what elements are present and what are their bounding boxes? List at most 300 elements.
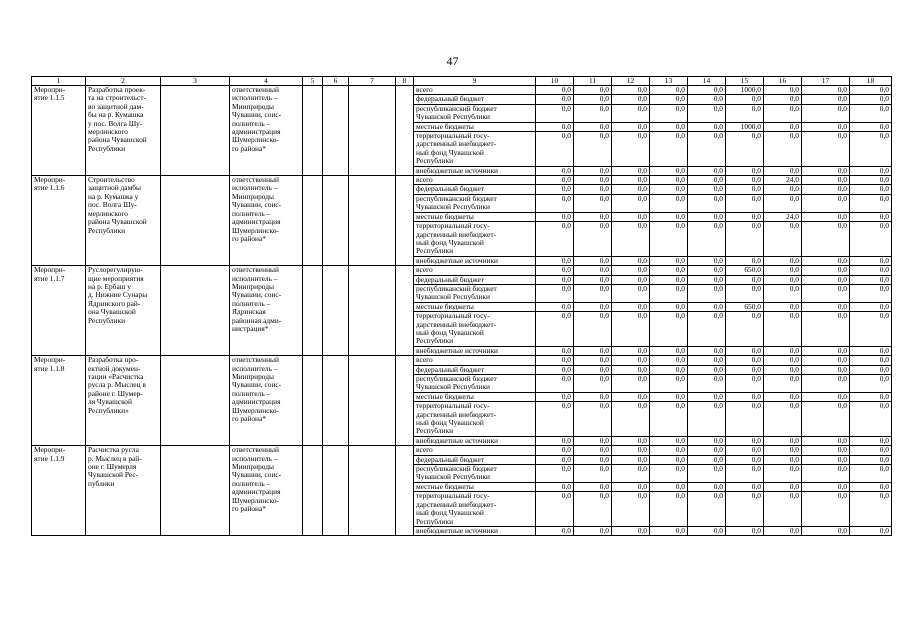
amount-cell: 0,0 (688, 95, 726, 104)
amount-cell: 0,0 (650, 446, 688, 455)
empty-cell (161, 356, 230, 446)
amount-cell: 0,0 (802, 446, 850, 455)
amount-cell: 0,0 (612, 132, 650, 167)
amount-cell: 0,0 (574, 446, 612, 455)
amount-cell: 0,0 (574, 356, 612, 365)
amount-cell: 0,0 (612, 436, 650, 445)
amount-cell: 0,0 (688, 266, 726, 275)
amount-cell: 0,0 (650, 482, 688, 491)
amount-cell: 0,0 (764, 365, 802, 374)
amount-cell: 0,0 (688, 375, 726, 393)
empty-cell (323, 86, 349, 176)
funding-source: территориальный госу- дарственный внебюджет- ный фонд Чувашской Республики (414, 312, 536, 347)
amount-cell: 0,0 (612, 526, 650, 535)
budget-table (31, 76, 892, 536)
amount-cell: 0,0 (726, 402, 764, 437)
empty-cell (323, 266, 349, 356)
funding-source: республиканский бюджет Чувашской Республики (414, 284, 536, 302)
table-row (32, 266, 892, 275)
amount-cell: 0,0 (536, 365, 574, 374)
amount-cell: 650,0 (726, 266, 764, 275)
amount-cell: 0,0 (536, 436, 574, 445)
amount-cell: 0,0 (688, 284, 726, 302)
amount-cell: 0,0 (574, 176, 612, 185)
amount-cell: 0,0 (850, 104, 892, 122)
amount-cell: 0,0 (536, 122, 574, 131)
amount-cell: 0,0 (850, 122, 892, 131)
column-number: 15 (726, 77, 764, 86)
amount-cell: 0,0 (850, 455, 892, 464)
amount-cell: 0,0 (850, 446, 892, 455)
amount-cell: 0,0 (850, 222, 892, 257)
amount-cell: 0,0 (802, 222, 850, 257)
amount-cell: 0,0 (850, 482, 892, 491)
empty-cell (303, 86, 323, 176)
amount-cell: 0,0 (726, 526, 764, 535)
amount-cell: 0,0 (650, 266, 688, 275)
amount-cell: 0,0 (802, 392, 850, 401)
amount-cell: 0,0 (688, 365, 726, 374)
column-number: 9 (414, 77, 536, 86)
amount-cell: 0,0 (612, 122, 650, 131)
amount-cell: 0,0 (574, 122, 612, 131)
funding-source: территориальный госу- дарственный внебюджет- ный фонд Чувашской Республики (414, 492, 536, 527)
amount-cell: 0,0 (764, 346, 802, 355)
amount-cell: 0,0 (612, 275, 650, 284)
amount-cell: 0,0 (650, 455, 688, 464)
amount-cell: 0,0 (764, 482, 802, 491)
amount-cell: 0,0 (536, 166, 574, 175)
amount-cell: 0,0 (574, 185, 612, 194)
amount-cell: 0,0 (764, 356, 802, 365)
amount-cell: 0,0 (688, 312, 726, 347)
amount-cell: 0,0 (688, 122, 726, 131)
amount-cell: 1000,0 (726, 122, 764, 131)
amount-cell: 0,0 (726, 356, 764, 365)
amount-cell: 0,0 (764, 392, 802, 401)
amount-cell: 0,0 (612, 256, 650, 265)
amount-cell: 0,0 (726, 455, 764, 464)
funding-source: внебюджетные источники (414, 166, 536, 175)
amount-cell: 0,0 (574, 455, 612, 464)
amount-cell: 0,0 (850, 492, 892, 527)
amount-cell: 0,0 (764, 465, 802, 483)
amount-cell: 0,0 (726, 132, 764, 167)
amount-cell: 0,0 (574, 95, 612, 104)
amount-cell: 0,0 (536, 86, 574, 95)
amount-cell: 0,0 (574, 402, 612, 437)
amount-cell: 0,0 (536, 104, 574, 122)
amount-cell: 0,0 (850, 176, 892, 185)
empty-cell (303, 176, 323, 266)
amount-cell: 0,0 (726, 482, 764, 491)
amount-cell: 0,0 (536, 185, 574, 194)
amount-cell: 0,0 (574, 194, 612, 212)
amount-cell: 0,0 (574, 302, 612, 311)
amount-cell: 24,0 (764, 176, 802, 185)
amount-cell: 0,0 (612, 222, 650, 257)
column-number: 12 (612, 77, 650, 86)
funding-source: внебюджетные источники (414, 256, 536, 265)
amount-cell: 0,0 (688, 104, 726, 122)
column-number: 5 (303, 77, 323, 86)
amount-cell: 0,0 (726, 392, 764, 401)
amount-cell: 0,0 (764, 436, 802, 445)
funding-source: республиканский бюджет Чувашской Республики (414, 465, 536, 483)
amount-cell: 0,0 (850, 212, 892, 221)
amount-cell: 0,0 (726, 436, 764, 445)
amount-cell: 0,0 (650, 222, 688, 257)
amount-cell: 0,0 (574, 104, 612, 122)
amount-cell: 0,0 (764, 222, 802, 257)
amount-cell: 0,0 (650, 176, 688, 185)
amount-cell: 0,0 (650, 122, 688, 131)
amount-cell: 0,0 (802, 122, 850, 131)
amount-cell: 0,0 (726, 95, 764, 104)
amount-cell: 0,0 (726, 312, 764, 347)
measure-name: Разработка проек- та на строительст- во защитной дам- бы на р. Кумашка у пос. Волга Шу- мерлинского района Чувашской Республики (86, 86, 161, 176)
amount-cell: 0,0 (650, 526, 688, 535)
amount-cell: 0,0 (850, 194, 892, 212)
amount-cell: 0,0 (764, 132, 802, 167)
measure-name: Строительство защитной дамбы на р. Кумашка у пос. Волга Шу- мерлинского района Чувашской Республики (86, 176, 161, 266)
amount-cell: 0,0 (764, 446, 802, 455)
amount-cell: 0,0 (726, 194, 764, 212)
amount-cell: 0,0 (536, 176, 574, 185)
amount-cell: 0,0 (802, 302, 850, 311)
column-number-row (32, 77, 892, 86)
amount-cell: 0,0 (612, 365, 650, 374)
amount-cell: 0,0 (764, 402, 802, 437)
amount-cell: 0,0 (612, 176, 650, 185)
executor-cell: ответственный исполнитель – Минприроды Чувашии, соис- полнитель – администрация Шумерлинско- го района* (230, 356, 303, 446)
empty-cell (349, 176, 396, 266)
amount-cell: 0,0 (650, 356, 688, 365)
amount-cell: 0,0 (536, 275, 574, 284)
column-number: 17 (802, 77, 850, 86)
empty-cell (349, 356, 396, 446)
table-row (32, 446, 892, 455)
column-number: 3 (161, 77, 230, 86)
amount-cell: 0,0 (726, 465, 764, 483)
amount-cell: 0,0 (802, 455, 850, 464)
amount-cell: 0,0 (536, 302, 574, 311)
amount-cell: 0,0 (574, 375, 612, 393)
amount-cell: 0,0 (802, 482, 850, 491)
amount-cell: 0,0 (650, 465, 688, 483)
amount-cell: 0,0 (612, 455, 650, 464)
amount-cell: 0,0 (850, 166, 892, 175)
amount-cell: 0,0 (802, 465, 850, 483)
amount-cell: 0,0 (764, 492, 802, 527)
column-number: 18 (850, 77, 892, 86)
amount-cell: 0,0 (802, 95, 850, 104)
empty-cell (396, 446, 414, 536)
amount-cell: 0,0 (536, 222, 574, 257)
amount-cell: 0,0 (726, 365, 764, 374)
amount-cell: 0,0 (850, 346, 892, 355)
amount-cell: 0,0 (726, 104, 764, 122)
funding-source: всего (414, 266, 536, 275)
amount-cell: 0,0 (650, 185, 688, 194)
column-number: 4 (230, 77, 303, 86)
funding-source: внебюджетные источники (414, 526, 536, 535)
amount-cell: 0,0 (612, 402, 650, 437)
amount-cell: 0,0 (764, 375, 802, 393)
amount-cell: 0,0 (850, 365, 892, 374)
amount-cell: 0,0 (688, 492, 726, 527)
amount-cell: 0,0 (612, 492, 650, 527)
amount-cell: 0,0 (612, 375, 650, 393)
amount-cell: 0,0 (574, 212, 612, 221)
amount-cell: 0,0 (688, 436, 726, 445)
amount-cell: 0,0 (802, 194, 850, 212)
table-row (32, 86, 892, 95)
amount-cell: 0,0 (536, 375, 574, 393)
amount-cell: 0,0 (850, 402, 892, 437)
measure-name: Расчистка русла р. Мыслец в рай- оне г. Шумерля Чувашской Рес- публики (86, 446, 161, 536)
empty-cell (349, 446, 396, 536)
amount-cell: 0,0 (764, 122, 802, 131)
amount-cell: 0,0 (764, 194, 802, 212)
funding-source: всего (414, 356, 536, 365)
amount-cell: 0,0 (574, 86, 612, 95)
amount-cell: 0,0 (650, 365, 688, 374)
amount-cell: 0,0 (802, 166, 850, 175)
amount-cell: 0,0 (612, 194, 650, 212)
amount-cell: 0,0 (536, 212, 574, 221)
executor-cell: ответственный исполнитель – Минприроды Чувашии, соис- полнитель – администрация Шумерлинско- го района* (230, 176, 303, 266)
funding-source: федеральный бюджет (414, 185, 536, 194)
amount-cell: 0,0 (764, 312, 802, 347)
amount-cell: 0,0 (574, 526, 612, 535)
amount-cell: 0,0 (802, 356, 850, 365)
amount-cell: 0,0 (802, 256, 850, 265)
amount-cell: 0,0 (612, 266, 650, 275)
column-number: 11 (574, 77, 612, 86)
amount-cell: 0,0 (726, 492, 764, 527)
amount-cell: 0,0 (850, 356, 892, 365)
funding-source: республиканский бюджет Чувашской Республики (414, 375, 536, 393)
amount-cell: 0,0 (688, 86, 726, 95)
amount-cell: 0,0 (650, 302, 688, 311)
empty-cell (396, 266, 414, 356)
amount-cell: 0,0 (536, 132, 574, 167)
amount-cell: 0,0 (612, 95, 650, 104)
funding-source: всего (414, 176, 536, 185)
funding-source: федеральный бюджет (414, 455, 536, 464)
measure-label: Меропри- ятие 1.1.8 (32, 356, 86, 446)
amount-cell: 0,0 (612, 465, 650, 483)
amount-cell: 0,0 (850, 284, 892, 302)
amount-cell: 0,0 (802, 266, 850, 275)
amount-cell: 0,0 (802, 436, 850, 445)
amount-cell: 0,0 (850, 266, 892, 275)
amount-cell: 0,0 (688, 222, 726, 257)
amount-cell: 0,0 (536, 356, 574, 365)
funding-source: всего (414, 86, 536, 95)
amount-cell: 0,0 (688, 402, 726, 437)
amount-cell: 0,0 (574, 492, 612, 527)
amount-cell: 0,0 (650, 275, 688, 284)
amount-cell: 0,0 (650, 375, 688, 393)
amount-cell: 0,0 (764, 284, 802, 302)
amount-cell: 0,0 (536, 446, 574, 455)
amount-cell: 0,0 (688, 166, 726, 175)
amount-cell: 0,0 (612, 446, 650, 455)
amount-cell: 0,0 (536, 194, 574, 212)
amount-cell: 0,0 (688, 455, 726, 464)
amount-cell: 0,0 (574, 222, 612, 257)
empty-cell (161, 446, 230, 536)
funding-source: местные бюджеты (414, 392, 536, 401)
amount-cell: 0,0 (536, 346, 574, 355)
column-number: 2 (86, 77, 161, 86)
table-row (32, 356, 892, 365)
amount-cell: 0,0 (650, 86, 688, 95)
amount-cell: 0,0 (536, 402, 574, 437)
amount-cell: 0,0 (688, 185, 726, 194)
empty-cell (303, 356, 323, 446)
amount-cell: 0,0 (688, 302, 726, 311)
amount-cell: 0,0 (574, 465, 612, 483)
amount-cell: 0,0 (650, 194, 688, 212)
empty-cell (396, 86, 414, 176)
column-number: 10 (536, 77, 574, 86)
empty-cell (303, 266, 323, 356)
amount-cell: 0,0 (764, 455, 802, 464)
amount-cell: 0,0 (612, 346, 650, 355)
empty-cell (396, 356, 414, 446)
empty-cell (349, 266, 396, 356)
executor-cell: ответственный исполнитель – Минприроды Чувашии, соис- полнитель – администрация Шумерлинско- го района* (230, 446, 303, 536)
amount-cell: 0,0 (688, 176, 726, 185)
amount-cell: 0,0 (536, 95, 574, 104)
amount-cell: 0,0 (688, 465, 726, 483)
amount-cell: 0,0 (764, 86, 802, 95)
amount-cell: 0,0 (850, 465, 892, 483)
table-row (32, 176, 892, 185)
measure-name: Руслорегулирую- щие мероприятия на р. Ербаш у д. Нижние Сунары Ядринского рай- она Чувашской Республики (86, 266, 161, 356)
amount-cell: 1000,0 (726, 86, 764, 95)
amount-cell: 0,0 (802, 284, 850, 302)
funding-source: республиканский бюджет Чувашской Республики (414, 104, 536, 122)
amount-cell: 0,0 (764, 302, 802, 311)
funding-source: внебюджетные источники (414, 436, 536, 445)
amount-cell: 0,0 (850, 436, 892, 445)
amount-cell: 0,0 (802, 526, 850, 535)
amount-cell: 0,0 (764, 266, 802, 275)
amount-cell: 0,0 (726, 346, 764, 355)
amount-cell: 0,0 (802, 346, 850, 355)
executor-cell: ответственный исполнитель – Минприроды Чувашии, соис- полнитель – администрация Шумерлинско- го района* (230, 86, 303, 176)
amount-cell: 0,0 (726, 284, 764, 302)
amount-cell: 0,0 (726, 176, 764, 185)
column-number: 8 (396, 77, 414, 86)
measure-label: Меропри- ятие 1.1.9 (32, 446, 86, 536)
amount-cell: 0,0 (726, 275, 764, 284)
amount-cell: 0,0 (688, 392, 726, 401)
empty-cell (161, 86, 230, 176)
empty-cell (161, 266, 230, 356)
amount-cell: 0,0 (726, 212, 764, 221)
amount-cell: 0,0 (574, 346, 612, 355)
amount-cell: 0,0 (802, 365, 850, 374)
amount-cell: 0,0 (612, 166, 650, 175)
amount-cell: 0,0 (574, 275, 612, 284)
amount-cell: 0,0 (802, 185, 850, 194)
amount-cell: 0,0 (574, 392, 612, 401)
amount-cell: 0,0 (850, 275, 892, 284)
empty-cell (323, 356, 349, 446)
amount-cell: 650,0 (726, 302, 764, 311)
amount-cell: 0,0 (574, 312, 612, 347)
amount-cell: 0,0 (764, 166, 802, 175)
column-number: 16 (764, 77, 802, 86)
amount-cell: 0,0 (726, 185, 764, 194)
empty-cell (323, 446, 349, 536)
amount-cell: 0,0 (536, 312, 574, 347)
amount-cell: 0,0 (850, 312, 892, 347)
amount-cell: 0,0 (688, 212, 726, 221)
amount-cell: 0,0 (650, 256, 688, 265)
amount-cell: 0,0 (536, 465, 574, 483)
measure-name: Разработка про- ектной докумен- тации «Расчистка русла р. Мыслец в районе г. Шумер- ля Чувашской Республики» (86, 356, 161, 446)
amount-cell: 0,0 (574, 365, 612, 374)
amount-cell: 0,0 (536, 284, 574, 302)
amount-cell: 0,0 (574, 166, 612, 175)
column-number: 13 (650, 77, 688, 86)
measure-label: Меропри- ятие 1.1.7 (32, 266, 86, 356)
measure-label: Меропри- ятие 1.1.5 (32, 86, 86, 176)
amount-cell: 0,0 (650, 166, 688, 175)
amount-cell: 0,0 (650, 312, 688, 347)
measure-label: Меропри- ятие 1.1.6 (32, 176, 86, 266)
funding-source: всего (414, 446, 536, 455)
empty-cell (396, 176, 414, 266)
funding-source: местные бюджеты (414, 212, 536, 221)
amount-cell: 0,0 (536, 256, 574, 265)
amount-cell: 0,0 (850, 526, 892, 535)
amount-cell: 0,0 (612, 284, 650, 302)
amount-cell: 0,0 (850, 185, 892, 194)
page-number: 47 (446, 54, 459, 68)
funding-source: территориальный госу- дарственный внебюджет- ный фонд Чувашской Республики (414, 402, 536, 437)
amount-cell: 0,0 (612, 104, 650, 122)
amount-cell: 0,0 (802, 212, 850, 221)
amount-cell: 0,0 (536, 392, 574, 401)
amount-cell: 0,0 (536, 266, 574, 275)
amount-cell: 0,0 (850, 132, 892, 167)
amount-cell: 0,0 (802, 132, 850, 167)
amount-cell: 0,0 (612, 356, 650, 365)
executor-cell: ответственный исполнитель – Минприроды Чувашии, соис- полнитель – Ядринская районная адми- нистрация* (230, 266, 303, 356)
amount-cell: 0,0 (688, 526, 726, 535)
amount-cell: 0,0 (850, 86, 892, 95)
empty-cell (161, 176, 230, 266)
column-number: 6 (323, 77, 349, 86)
amount-cell: 0,0 (726, 256, 764, 265)
column-number: 14 (688, 77, 726, 86)
funding-source: территориальный госу- дарственный внебюджет- ный фонд Чувашской Республики (414, 132, 536, 167)
amount-cell: 0,0 (650, 212, 688, 221)
amount-cell: 0,0 (650, 402, 688, 437)
amount-cell: 0,0 (850, 375, 892, 393)
amount-cell: 0,0 (574, 284, 612, 302)
funding-source: внебюджетные источники (414, 346, 536, 355)
funding-source: территориальный госу- дарственный внебюджет- ный фонд Чувашской Республики (414, 222, 536, 257)
amount-cell: 0,0 (536, 526, 574, 535)
